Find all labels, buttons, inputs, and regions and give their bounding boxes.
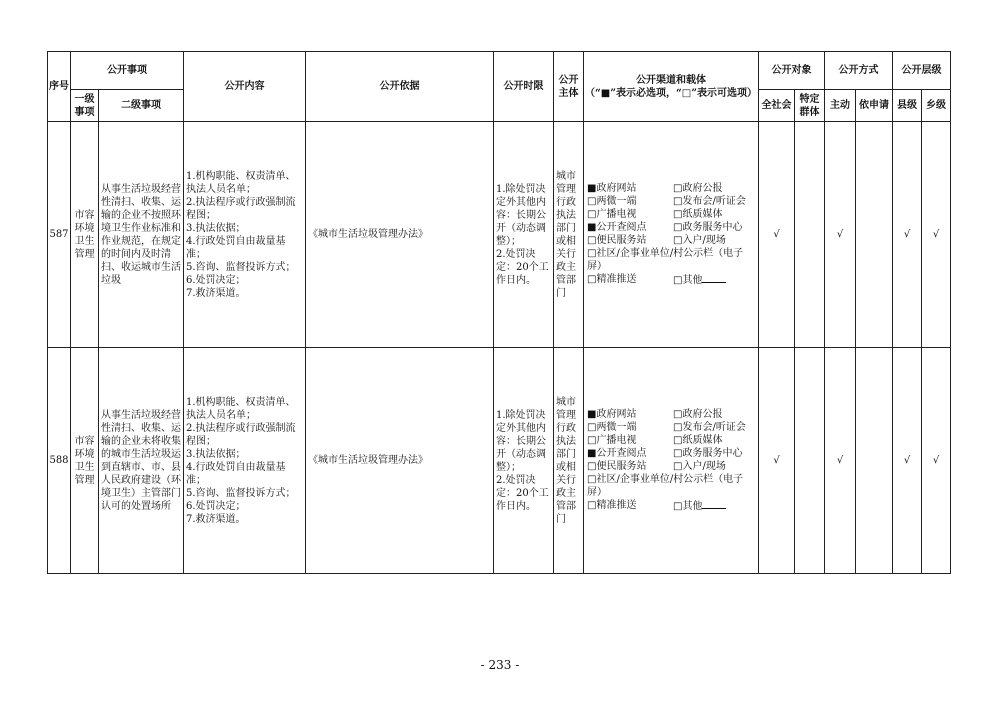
header-level: 公开层级 bbox=[893, 52, 951, 90]
header-row-1 bbox=[48, 52, 951, 90]
content-line: 1.机构职能、权责清单、执法人员名单； bbox=[186, 170, 296, 195]
header-level-county: 县级 bbox=[893, 90, 922, 122]
content-line: 2.执法程序或行政强制流程图； bbox=[186, 422, 296, 447]
channel-row bbox=[587, 408, 755, 421]
header-channel-title: 公开渠道和载体 bbox=[636, 74, 706, 86]
cell-level2: 从事生活垃圾经营性清扫、收集、运输的企业未将收集的城市生活垃圾运到直辖市、市、县人民政府建设（环境卫生）主管部门认可的处置场所 bbox=[99, 348, 184, 574]
cell-basis: 《城市生活垃圾管理办法》 bbox=[306, 348, 494, 574]
channel-option: □入户/现场 bbox=[673, 235, 726, 246]
cell-seq: 587 bbox=[48, 122, 71, 348]
header-mode: 公开方式 bbox=[825, 52, 893, 90]
cell-level-county: √ bbox=[893, 348, 922, 574]
content-line: 7.救济渠道。 bbox=[186, 513, 246, 525]
channel-row bbox=[587, 447, 755, 460]
channel-row bbox=[587, 195, 755, 208]
cell-subject: 城市管理行政执法部门或相关行政主管部门 bbox=[554, 348, 584, 574]
channel-row bbox=[587, 460, 755, 473]
channel-option: □便民服务站 bbox=[587, 235, 647, 246]
channel-option: □政府公报 bbox=[673, 183, 723, 194]
cell-level1: 市容环境卫生管理 bbox=[71, 122, 99, 348]
header-content: 公开内容 bbox=[184, 52, 306, 122]
header-items: 公开事项 bbox=[71, 52, 184, 90]
content-line: 6.处罚决定； bbox=[186, 500, 246, 512]
cell-target-all: √ bbox=[759, 348, 795, 574]
blank-underline bbox=[702, 273, 726, 283]
header-target-specific: 特定群体 bbox=[795, 90, 825, 122]
channel-option: □其他 bbox=[673, 275, 703, 286]
content-line: 4.行政处罚自由裁量基准； bbox=[186, 461, 286, 486]
header-target-all: 全社会 bbox=[759, 90, 795, 122]
cell-level2: 从事生活垃圾经营性清扫、收集、运输的企业不按照环境卫生作业标准和作业规范，在规定的时间内及时清扫、收运城市生活垃圾 bbox=[99, 122, 184, 348]
cell-mode-active: √ bbox=[825, 122, 856, 348]
table-row bbox=[48, 348, 951, 574]
channel-option: ■政府网站 bbox=[587, 183, 637, 194]
channel-option: □两微一端 bbox=[587, 422, 637, 433]
channel-option: □政务服务中心 bbox=[673, 448, 743, 459]
channel-row bbox=[587, 234, 755, 247]
header-level1: 一级事项 bbox=[71, 90, 99, 122]
content-line: 3.执法依据； bbox=[186, 222, 246, 234]
channel-option: □政务服务中心 bbox=[673, 222, 743, 233]
header-mode-apply: 依申请 bbox=[856, 90, 893, 122]
content-line: 2.执法程序或行政强制流程图； bbox=[186, 196, 296, 221]
cell-target-specific bbox=[795, 348, 825, 574]
header-target: 公开对象 bbox=[759, 52, 825, 90]
cell-seq: 588 bbox=[48, 348, 71, 574]
channel-row bbox=[587, 221, 755, 234]
cell-time bbox=[494, 348, 554, 574]
channel-option: □社区/企事业单位/村公示栏（电子屏） bbox=[587, 248, 744, 272]
cell-channels bbox=[584, 348, 759, 574]
cell-level-town: √ bbox=[922, 122, 951, 348]
cell-channels bbox=[584, 122, 759, 348]
channel-option: □其他 bbox=[673, 501, 703, 512]
channel-option: □纸质媒体 bbox=[673, 209, 723, 220]
channel-option: □两微一端 bbox=[587, 196, 637, 207]
channel-row bbox=[587, 182, 755, 195]
time-line: 1.除处罚决定外其他内容：长期公开（动态调整）； bbox=[496, 409, 546, 473]
content-line: 5.咨询、监督投诉方式； bbox=[186, 261, 296, 273]
channel-other bbox=[673, 499, 755, 513]
content-line: 1.机构职能、权责清单、执法人员名单； bbox=[186, 396, 296, 421]
channel-option: ■政府网站 bbox=[587, 409, 637, 420]
content-line: 3.执法依据； bbox=[186, 448, 246, 460]
cell-level-town: √ bbox=[922, 348, 951, 574]
table-row bbox=[48, 122, 951, 348]
cell-content bbox=[184, 122, 306, 348]
channel-option: □广播电视 bbox=[587, 435, 637, 446]
time-line: 2.处罚决定：20个工作日内。 bbox=[496, 474, 549, 512]
cell-subject: 城市管理行政执法部门或相关行政主管部门 bbox=[554, 122, 584, 348]
channel-row bbox=[587, 499, 755, 513]
cell-mode-apply bbox=[856, 348, 893, 574]
channel-option: □政府公报 bbox=[673, 409, 723, 420]
page-number: - 233 - bbox=[480, 658, 520, 672]
channel-option: □便民服务站 bbox=[587, 461, 647, 472]
channel-row bbox=[587, 434, 755, 447]
channel-option: □精准推送 bbox=[587, 500, 637, 511]
cell-target-specific bbox=[795, 122, 825, 348]
cell-target-all: √ bbox=[759, 122, 795, 348]
channel-option: ■公开查阅点 bbox=[587, 222, 647, 233]
header-subject: 公开主体 bbox=[554, 52, 584, 122]
cell-mode-active: √ bbox=[825, 348, 856, 574]
channel-option: □社区/企事业单位/村公示栏（电子屏） bbox=[587, 474, 744, 498]
cell-mode-apply bbox=[856, 122, 893, 348]
channel-row bbox=[587, 273, 755, 287]
cell-level-county: √ bbox=[893, 122, 922, 348]
header-channel bbox=[584, 52, 759, 122]
time-line: 2.处罚决定：20个工作日内。 bbox=[496, 248, 549, 286]
header-seq: 序号 bbox=[48, 52, 71, 122]
channel-option: □广播电视 bbox=[587, 209, 637, 220]
header-channel-note: （“■”表示必选项，“□”表示可选项） bbox=[585, 87, 757, 99]
channel-option: ■公开查阅点 bbox=[587, 448, 647, 459]
content-line: 7.救济渠道。 bbox=[186, 287, 246, 299]
header-basis: 公开依据 bbox=[306, 52, 494, 122]
channel-option: □发布会/听证会 bbox=[673, 422, 746, 433]
header-level-town: 乡级 bbox=[922, 90, 951, 122]
cell-level1: 市容环境卫生管理 bbox=[71, 348, 99, 574]
channel-other bbox=[673, 273, 755, 287]
disclosure-table bbox=[47, 51, 951, 574]
channel-option: □纸质媒体 bbox=[673, 435, 723, 446]
channel-option: □精准推送 bbox=[587, 274, 637, 285]
blank-underline bbox=[702, 499, 726, 509]
channel-row bbox=[587, 421, 755, 434]
content-line: 4.行政处罚自由裁量基准； bbox=[186, 235, 286, 260]
cell-time bbox=[494, 122, 554, 348]
content-line: 5.咨询、监督投诉方式； bbox=[186, 487, 296, 499]
content-line: 6.处罚决定； bbox=[186, 274, 246, 286]
header-mode-active: 主动 bbox=[825, 90, 856, 122]
channel-option: □发布会/听证会 bbox=[673, 196, 746, 207]
header-time: 公开时限 bbox=[494, 52, 554, 122]
cell-content bbox=[184, 348, 306, 574]
cell-basis: 《城市生活垃圾管理办法》 bbox=[306, 122, 494, 348]
time-line: 1.除处罚决定外其他内容：长期公开（动态调整）； bbox=[496, 183, 546, 247]
channel-option: □入户/现场 bbox=[673, 461, 726, 472]
channel-row bbox=[587, 208, 755, 221]
header-level2: 二级事项 bbox=[99, 90, 184, 122]
